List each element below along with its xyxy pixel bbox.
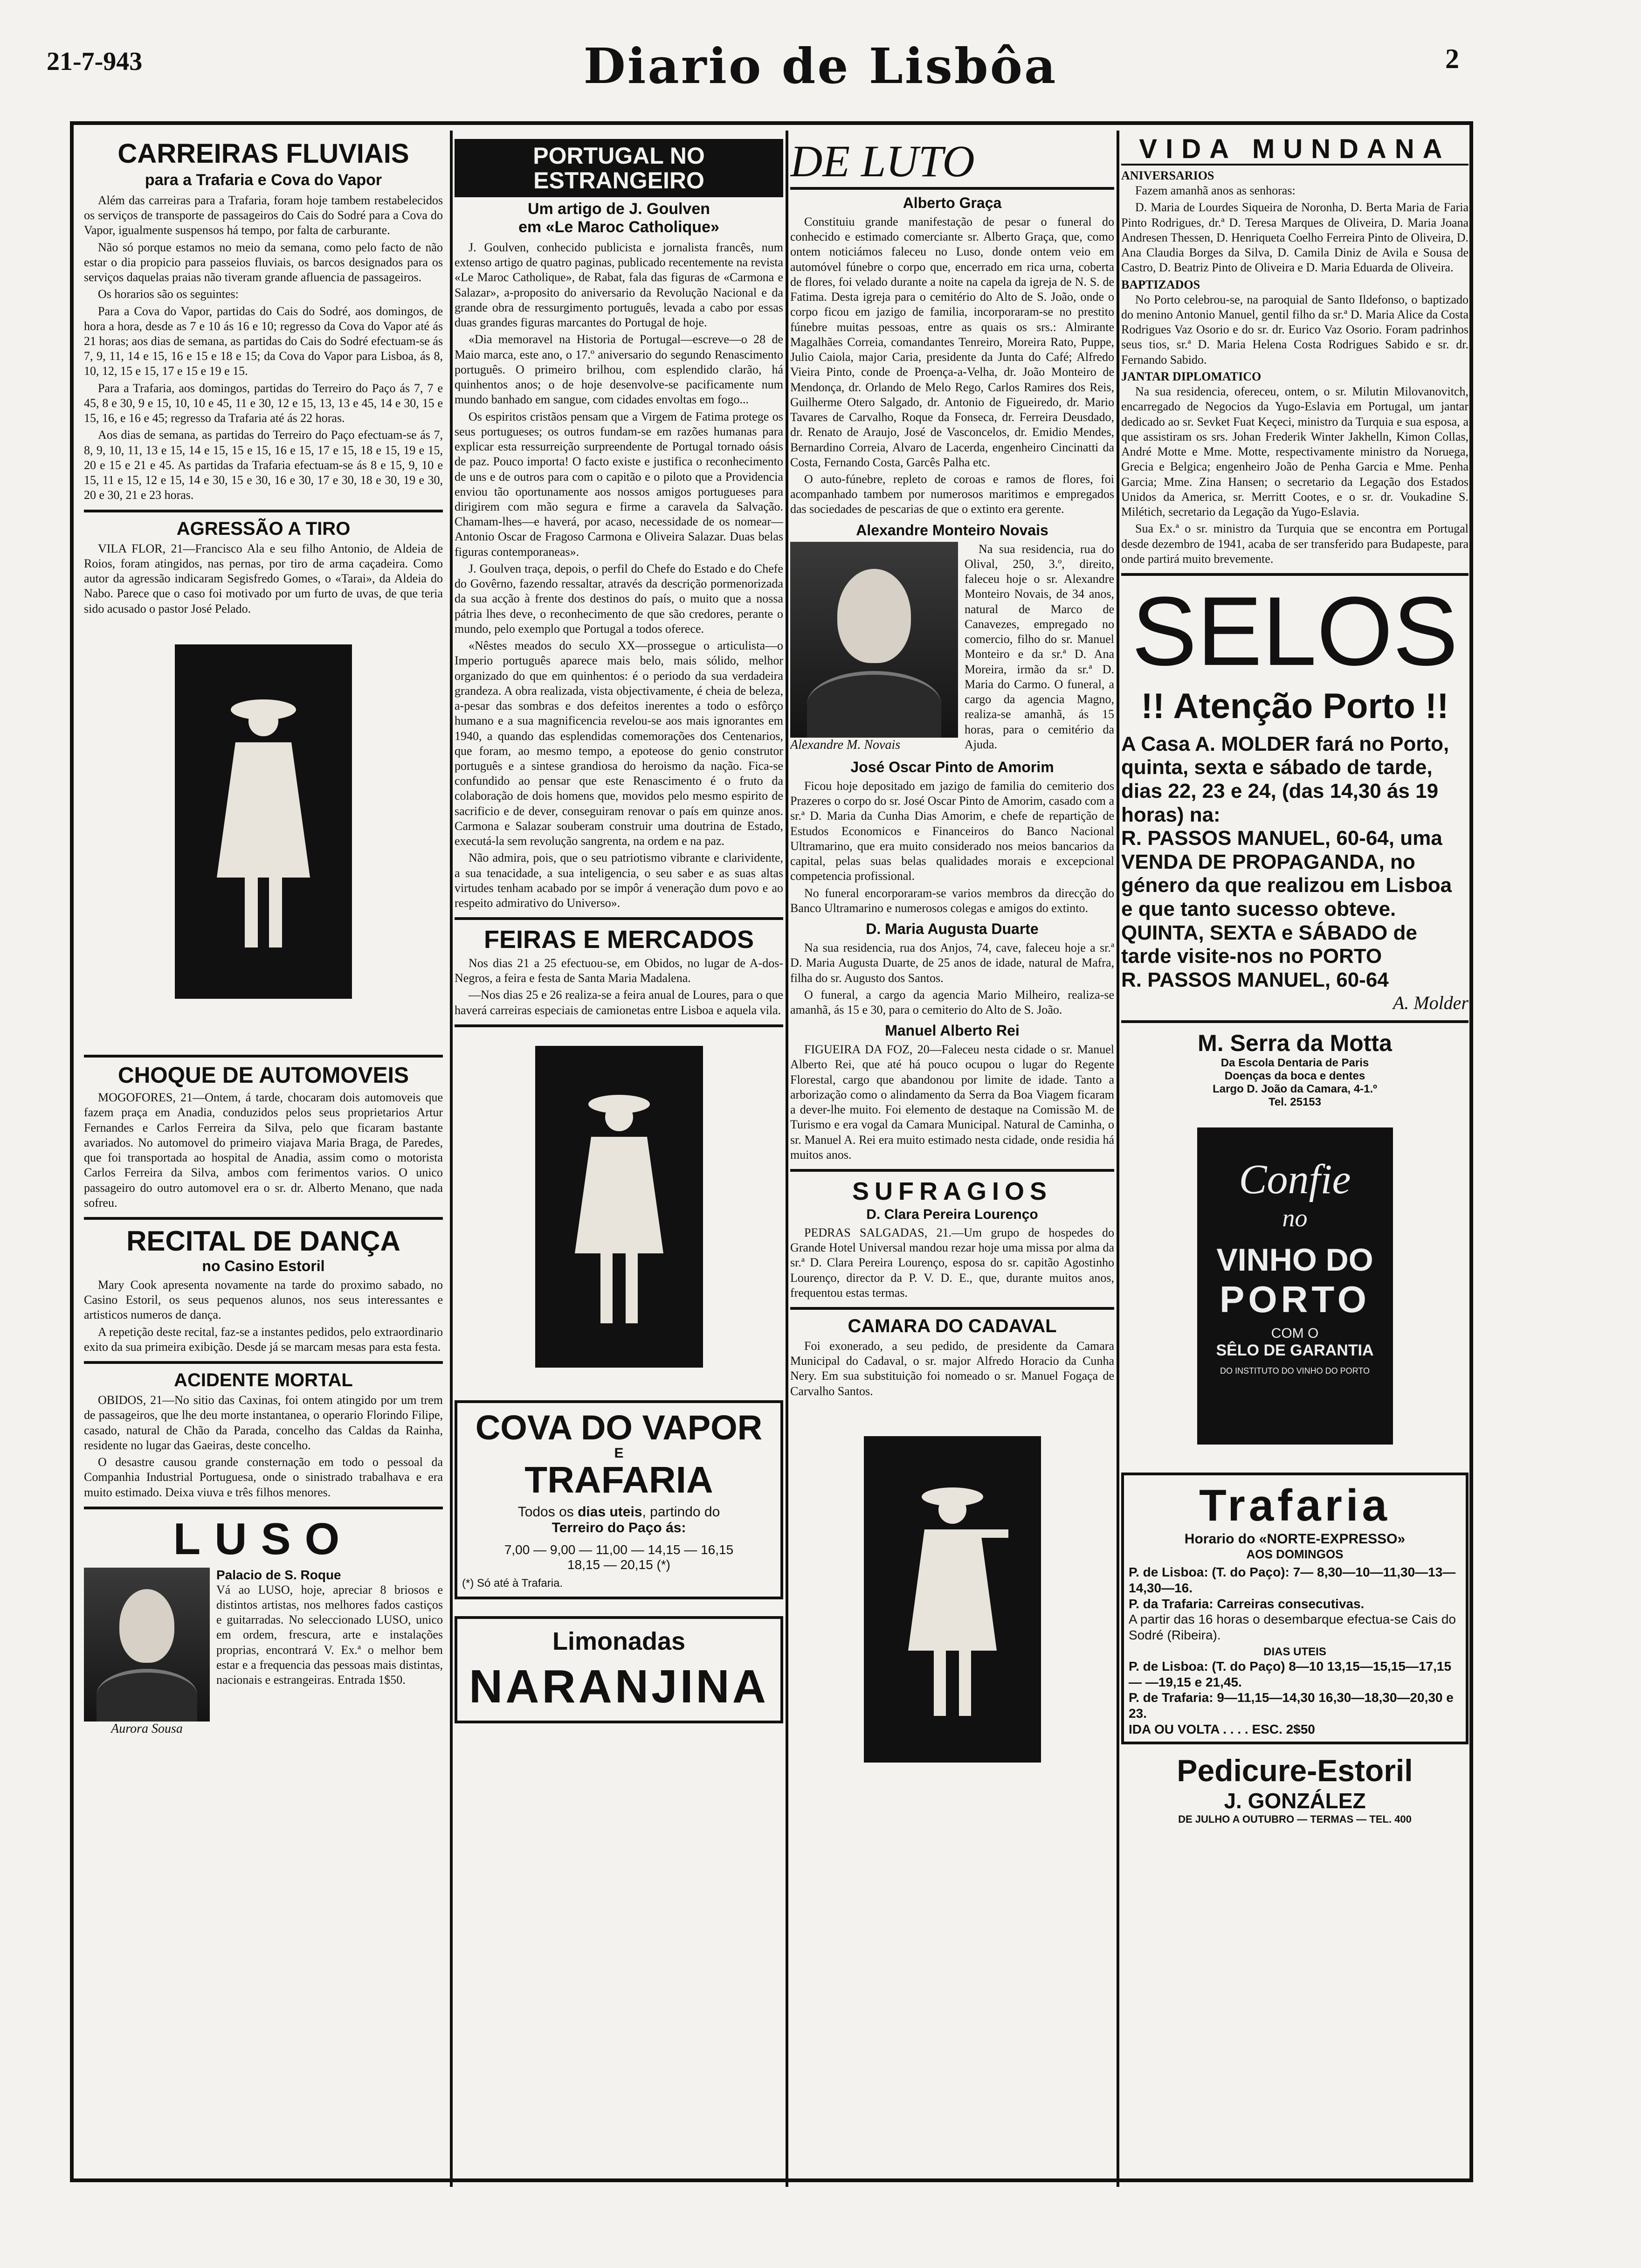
newspaper-title: Diario de Lisbôa	[583, 37, 1058, 95]
headline: CHOQUE DE AUTOMOVEIS	[117, 1063, 409, 1088]
divider	[790, 1169, 1114, 1172]
ad-line: VINHO DO	[1216, 1242, 1373, 1278]
ad-line: SÊLO DE GARANTIA	[1216, 1341, 1374, 1360]
ad-line: A Casa A. MOLDER fará no Porto, quinta, sexta e sábado de tarde, dias 22, 23 e 24, (das 14,30 ás 19 horas) na:	[1121, 732, 1449, 826]
divider	[455, 917, 783, 920]
column-rule	[786, 131, 788, 2187]
obituary-name: Alexandre Monteiro Novais	[856, 521, 1048, 539]
divider	[84, 1217, 443, 1220]
divider	[84, 1055, 443, 1058]
headline: AGRESSÃO A TIRO	[176, 518, 351, 539]
paragraph: OBIDOS, 21—No sitio das Caxinas, foi ontem atingido por um trem de passageiros, que lhe deu morte instantanea, o operario Florindo Filipe, casado, natural de Chão da Parada, concelho das Caldas da Rainha, residente no lugar das Gaeiras, deste concelho.	[84, 1393, 443, 1452]
photo-caption: Alexandre M. Novais	[790, 737, 901, 752]
headline: CARREIRAS FLUVIAIS	[117, 138, 409, 169]
subhead: D. Clara Pereira Lourenço	[866, 1206, 1038, 1222]
ad-line: IDA OU VOLTA . . . . ESC. 2$50	[1129, 1722, 1315, 1736]
ad-line: PORTO	[1219, 1279, 1370, 1321]
cloaked-figure-icon	[203, 677, 324, 966]
paragraph: «Dia memoravel na Historia de Portugal—escreve—o 28 de Maio marca, este ano, o 17.º aniversario do segundo Renascimento português. O primeiro brilhou, com esplendido clarão, há quinhentos anos; o de hoje desenvolve-se pacificamente num mundo banhado em sangue, com cidades envoltas em fogo...	[455, 332, 783, 407]
headline: VIDA MUNDANA	[1121, 135, 1469, 166]
ad-line: no	[1282, 1204, 1308, 1232]
paragraph: Constituiu grande manifestação de pesar o funeral do conhecido e estimado comerciante sr. Alberto Graça, que, como ontem noticiámos faleceu no Luso, donde ontem veio em automóvel fúnebre o corpo que, encerrado em rica urna, coberta de flores, foi velado durante a noite na capela da igreja de N. S. de Fatima. Desta igreja para o cemitério do Alto de S. João, onde o corpo ficou em jazigo de familia, incorporaram-se no prestito fúnebre muitas pessoas, entre as quais os srs.: Almirante Magalhães Correia, comandantes Tenreiro, Moreira Rato, Puppe, Julio Caiola, major Caria, presidente da Junta do Café; Alfredo Vieira Pinto, conde de Proença-a-Velha, dr. João Monteiro de Mendonça, dr. Orlando de Melo Rego, Carlos Ramires dos Reis, Guilherme Otero Salgado, dr. Antonio de Figueiredo, dr. Mario Tavares de Carvalho, Roque da Fonseca, dr. Ferreira Deusdado, dr. Renato de Araujo, José de Vasconcelos, dr. Emidio Mendes, Bernardino Correia, Alvaro de Lacerda, engenheiro Cincinatti da Costa, Fernando Costa, Garcês Palha etc.	[790, 215, 1114, 469]
ad-text: , partindo do	[642, 1504, 720, 1520]
column-rule	[1117, 131, 1119, 2187]
column-3	[790, 126, 1114, 2175]
paragraph: Nos dias 21 a 25 efectuou-se, em Obidos, no lugar de A-dos-Negros, a feira e festa de Santa Maria Madalena.	[455, 956, 783, 985]
article-feiras	[455, 927, 783, 1018]
headline: LUSO	[173, 1514, 354, 1564]
illustration-figure	[175, 644, 352, 999]
ad-selos	[1121, 576, 1469, 1014]
article-agressao	[84, 519, 443, 616]
column-rule	[450, 131, 453, 2187]
ad-text: Terreiro do Paço ás:	[552, 1520, 686, 1536]
ad-line: Confie	[1239, 1156, 1351, 1203]
ad-times: 7,00 — 9,00 — 11,00 — 14,15 — 16,15	[504, 1542, 734, 1557]
ad-line: Doenças da boca e dentes	[1224, 1070, 1365, 1083]
ad-serra-motta	[1121, 1030, 1469, 1109]
subhead: Palacio de S. Roque	[216, 1567, 341, 1582]
portrait-photo	[84, 1568, 210, 1722]
column-1	[84, 126, 443, 2175]
ad-line: Largo D. João da Camara, 4-1.º	[1213, 1083, 1377, 1096]
ad-line: COM O	[1271, 1326, 1319, 1341]
paragraph: Os espiritos cristãos pensam que a Virgem de Fatima protege os seus portugueses; os outros fundam-se em razões humanas para explicar esta ressurreição surpreendente de Portugal tornado oásis de paz. Pouco importa! O facto existe e justifica o reconhecimento de uns e de outros para com o capitão e o piloto que a Providencia enviou tão oportunamente aos nossos amigos portugueses para dirigirem com mão segura e firme a caravela da Salvação. Chamam-lhes—e haverá, por acaso, necessidade de os nomear—Antonio Oscar de Fragoso Carmona e Oliveira Salazar. Duas belas figuras contemporaneas».	[455, 409, 783, 559]
photo-caption: Aurora Sousa	[111, 1721, 183, 1736]
paragraph: No funeral encorporaram-se varios membros da direcção do Banco Ultramarino e numerosos colegas e amigos do extinto.	[790, 886, 1114, 915]
obituary-name: Manuel Alberto Rei	[885, 1022, 1020, 1039]
paragraph: PEDRAS SALGADAS, 21.—Um grupo de hospedes do Grande Hotel Universal mandou rezar hoje uma missa por alma da sr.ª D. Clara Pereira Lourenço, esposa do sr. capitão Agostinho Lourenço, director da P. V. D. E., que, durante muitos anos, frequentou estas termas.	[790, 1225, 1114, 1300]
ad-brand: NARANJINA	[469, 1660, 769, 1713]
section-title: DE LUTO	[790, 135, 1114, 190]
headline: FEIRAS E MERCADOS	[483, 926, 754, 954]
paragraph: J. Goulven traça, depois, o perfil do Chefe do Estado e do Chefe do Govêrno, fazendo ressaltar, através da descrição pormenorizada da sua acção à frente dos destinos do país, o muito que a nossa pátria lhes deve, o reconhecimento de que são credores, perante o mundo, pelo exemplo que Portugal a todos oferece.	[455, 561, 783, 636]
headline: SUFRAGIOS	[852, 1177, 1053, 1206]
ad-luso	[84, 1516, 443, 1736]
paragraph: Aos dias de semana, as partidas do Terreiro do Paço efectuam-se ás 7, 8, 9, 10, 11, 13 e 15, 14 e 15, 15 e 15, 16 e 15, 17 e 15, 18 e 15, 19 e 15, 20 e 15 e 21 e 45. As partidas da Trafaria efectuam-se ás 8 e 15, 9, 10 e 15, 11 e 15, 12 e 15, 14 e 30, 15 e 30, 16 e 30, 17 e 30, 18 e 30, 19 e 30, 20 e 30, 21 e 23 horas.	[84, 428, 443, 502]
ad-line: Tel. 25153	[1269, 1096, 1321, 1109]
ad-note: (*) Só até à Trafaria.	[462, 1577, 563, 1590]
article-acidente	[84, 1370, 443, 1500]
paragraph: Sua Ex.ª o sr. ministro da Turquia que se encontra em Portugal desde dezembro de 1941, acaba de ser transferido para Budapeste, para onde partirá muito brevemente.	[1121, 522, 1469, 566]
paragraph: Além das carreiras para a Trafaria, foram hoje tambem restabelecidos os serviços de transporte de passageiros do Cais do Sodré para a Cova do Vapor, igualmente suspensos há tempo, por falta de carburante.	[84, 193, 443, 237]
ad-title: COVA DO VAPOR	[475, 1408, 763, 1447]
ad-text: Vá ao LUSO, hoje, apreciar 8 briosos e distintos artistas, nos melhores fados castiços e guitarradas. No seleccionado LUSO, unico em ordem, frescura, arte e instalações proprias, encontrará V. Ex.ª o melhor bem estar e a frequencia das pessoas mais distintas, nacionais e estrangeiras. Entrada 1$50.	[216, 1583, 443, 1687]
section-subtitle: JANTAR DIPLOMATICO	[1121, 369, 1262, 383]
headline: CAMARA DO CADAVAL	[848, 1315, 1057, 1336]
divider	[455, 1024, 783, 1027]
paragraph: Não só porque estamos no meio da semana, como pelo facto de não estar o dia propicio para passeios fluviais, os barcos designados para os serviços daquelas praias não tiveram grande afluencia de passageiros.	[84, 240, 443, 284]
ad-subtitle: !! Atenção Porto !!	[1141, 686, 1449, 726]
ad-naranjina	[455, 1616, 783, 1723]
paragraph: O funeral, a cargo da agencia Mario Milheiro, realiza-se amanhã, ás 15 e 30, para o cemiterio do Alto de S. João.	[790, 988, 1114, 1017]
ad-line: R. PASSOS MANUEL, 60-64, uma VENDA DE PROPAGANDA, no género da que realizou em Lisboa e que tanto sucesso obteve.	[1121, 827, 1452, 920]
ad-signature: A. Molder	[1393, 992, 1469, 1014]
ad-line: Da Escola Dentaria de Paris	[1220, 1057, 1369, 1070]
paragraph: MOGOFORES, 21—Ontem, á tarde, chocaram dois automoveis que fazem praça em Anadia, conduzidos pelos seus proprietarios Artur Fernandes e Carlos Ferreira da Silva, pelo que ficaram bastante avariados. No automovel do primeiro viajava Maria Braga, de Paredes, que foi transportada ao hospital de Anadia, assim como o motorista Carlos Ferreira da Silva, ambos com ferimentos varios. O unico passageiro do outro automovel era o sr. dr. Alberto Menano, que nada sofreu.	[84, 1091, 443, 1210]
ad-line: P. de Trafaria: 9—11,15—14,30 16,30—18,30—20,30 e 23.	[1129, 1690, 1454, 1721]
obituary-name: D. Maria Augusta Duarte	[866, 920, 1039, 938]
divider	[84, 1361, 443, 1364]
ad-title: SELOS	[1131, 576, 1458, 686]
divider	[790, 1307, 1114, 1310]
portrait-photo	[790, 542, 958, 738]
obituary-name: José Oscar Pinto de Amorim	[850, 758, 1054, 775]
divider	[84, 1507, 443, 1509]
paragraph: Ficou hoje depositado em jazigo de familia do cemiterio dos Prazeres o corpo do sr. José Oscar Pinto de Amorim, casado com a sr.ª D. Maria da Cunha Dias Amorim, e chefe de repartição de Estudos Economicos e Financeiros do Banco Nacional Ultramarino, que era muito considerado nos meios bancarios da capital, pelas suas belas qualidades morais e excepcional competencia profissional.	[790, 779, 1114, 883]
musketeer-figure-icon	[563, 1076, 675, 1337]
ad-line: DE JULHO A OUTUBRO — TERMAS — TEL. 400	[1178, 1813, 1412, 1825]
issue-date: 21-7-943	[47, 47, 143, 76]
divider	[1121, 1020, 1469, 1023]
column-4	[1121, 126, 1469, 2175]
ad-subtitle: AOS DOMINGOS	[1246, 1547, 1344, 1562]
paragraph: VILA FLOR, 21—Francisco Ala e seu filho Antonio, de Aldeia de Roios, foram atingidos, nas pernas, por tiro de arma caçadeira. Como autor da agressão indicaram Segisfredo Gomes, o «Tarai», da Aldeia do Nabo. Parece que o caso foi motivado por um furto de uvas, de que teria sido acusado o pastor José Pelado.	[84, 541, 443, 615]
ad-subtitle: DIAS UTEIS	[1263, 1646, 1326, 1659]
page-number: 2	[1445, 43, 1459, 74]
ad-trafaria	[1121, 1473, 1469, 1744]
headline: PORTUGAL NO ESTRANGEIRO	[455, 139, 783, 197]
ad-title: Limonadas	[552, 1627, 686, 1656]
subhead: em «Le Maroc Catholique»	[518, 218, 719, 236]
article-recital	[84, 1226, 443, 1355]
ad-line: P. da Trafaria: Carreiras consecutivas.	[1129, 1596, 1365, 1611]
obituary-name: Alberto Graça	[903, 194, 1002, 211]
ad-subtitle: Horario do «NORTE-EXPRESSO»	[1184, 1531, 1406, 1547]
paragraph: O auto-fúnebre, repleto de coroas e ramos de flores, foi acompanhado tambem por numerosos maritimos e empregados das sociedades de pescarias de que o extinto era gerente.	[790, 472, 1114, 516]
paragraph: Não admira, pois, que o seu patriotismo vibrante e clarividente, a sua tenacidade, a sua inteligencia, o seu saber e as suas altas virtudes tenham acabado por se impôr á veneração dum povo e ao respeito admirativo do Universo».	[455, 851, 783, 910]
article-portugal	[455, 139, 783, 911]
ad-times: 18,15 — 20,15 (*)	[567, 1557, 671, 1572]
paragraph: D. Maria de Lourdes Siqueira de Noronha, D. Berta Maria de Faria Pinto Rodrigues, dr.ª D. Teresa Marques de Oliveira, D. Maria Joana Andresen Thessen, D. Henriqueta Coelho Ferreira Pinto de Oliveira, D. Ana Claudia Borges da Silva, D. Camila Diniz de Avila e Sousa de Castro, D. Beatriz Pinto de Oliveira e D. Maria Eduarda de Oliveira.	[1121, 201, 1469, 275]
paragraph: Na sua residencia, ofereceu, ontem, o sr. Milutin Milovanovitch, encarregado de Negocios da Yugo-Eslavia em Portugal, um jantar dedicado ao sr. Sevket Fuat Keçeci, ministro da Turquia e sua esposa, a que assistiram os srs. Johan Frederik Winter Jakhelln, Kimon Collas, André Motte e Mme. Motte, respectivamente ministro da Noruega, Grecia e Belgica; engenheiro João de Penha Garcia e Mme. Penha Garcia; Mme. Zina Hansen; o secretario da Legação dos Estados Unidos da America, sr. Merritt Cootes, e o sr. dr. Voukadine S. Milétich, secretario da Legação da Yugo-Eslavia.	[1121, 385, 1469, 519]
illustration-figure	[535, 1046, 703, 1368]
section-subtitle: ANIVERSARIOS	[1121, 168, 1214, 182]
subhead: para a Trafaria e Cova do Vapor	[145, 171, 382, 189]
ad-line: A partir das 16 horas o desembarque efectua-se Cais do Sodré (Ribeira).	[1129, 1612, 1456, 1642]
ad-title: Trafaria	[1199, 1480, 1391, 1531]
column-2	[455, 126, 783, 2175]
ad-line: P. de Lisboa: (T. do Paço) 8—10 13,15—15,15—17,15— —19,15 e 21,45.	[1129, 1659, 1452, 1689]
paragraph: J. Goulven, conhecido publicista e jornalista francês, num extenso artigo de quatro paginas, publicado recentemente na revista «Le Maroc Catholique», de Rabat, fala das figuras de «Carmona e Salazar», a-proposito do aniversario da Revolução Nacional e da grande obra de ressurgimento português, levada a cabo por essas duas grandes figuras marcantes do Portugal de hoje.	[455, 241, 783, 330]
headline: ACIDENTE MORTAL	[174, 1370, 353, 1391]
ad-conj: E	[614, 1445, 624, 1461]
section-subtitle: BAPTIZADOS	[1121, 277, 1200, 291]
paragraph: No Porto celebrou-se, na paroquial de Santo Ildefonso, o baptizado do menino Antonio Manuel, gentil filho da sr.ª D. Maria Alice da Costa Rodrigues Vaz Osorio e do sr. dr. Eurico Vaz Osorio. Foram padrinhos seus tios, sr.ª D. Maria Helena Costa Rodrigues Sabido e sr. dr. Fernando Sabido.	[1121, 292, 1469, 366]
paragraph: Para a Cova do Vapor, partidas do Cais do Sodré, aos domingos, de hora a hora, desde as 7 e 10 ás 16 e 10; regresso da Cova do Vapor até ás 21 horas; aos dias de semana, as partidas do Cais do Sodré efectuam-se ás 7, 9, 11, 14 e 15, 16 e 15 e 18 e 15; da Cova do Vapor para Lisboa, ás 8, 10, 12, 15 e 15, 17 e 15 e 19 e 15.	[84, 304, 443, 378]
paragraph: Na sua residencia, rua dos Anjos, 74, cave, faleceu hoje a sr.ª D. Maria Augusta Duarte, de 25 anos de idade, natural de Mafra, filha do sr. Augusto dos Santos.	[790, 941, 1114, 985]
subhead: no Casino Estoril	[202, 1258, 325, 1275]
paragraph: O desastre causou grande consternação em todo o pessoal da Companhia Industrial Portuguesa, onde o sinistrado trabalhava e era muito estimado. Deixa viuva e três filhos menores.	[84, 1455, 443, 1499]
paragraph: Fazem amanhã anos as senhoras:	[1135, 184, 1296, 198]
ad-title: M. Serra da Motta	[1198, 1030, 1392, 1057]
paragraph: «Nêstes meados do seculo XX—prossegue o articulista—o Imperio português aparece mais belo, mais sólido, melhor organizado do que em quinhentos: é o periodo da sua verdadeira grandeza. A obra realizada, vista objectivamente, é cheia de beleza, a-pesar das sombras e dos defeitos inerentes a todo o esfôrço humano e a sua magnificencia revelou-se aos mais ignorantes em 1940, a quando das esplendidas comemorações dos Centenarios, que foram, ao mesmo tempo, a epoteose do genio construtor português e a sintese grandiosa do heroismo da nação. Fica-se confundido ao pensar que este Renascimento é o fruto da colaboração de dois homens que, movidos pelo mesmo espirito de sacrificio e de dever, conseguiram renovar o país em quinze anos. Carmona e Salazar souberam construir uma doutrina de Estado, executá-la sem revolução sangrenta, na ordem e na paz.	[455, 639, 783, 848]
divider	[1121, 573, 1469, 576]
paragraph: A repetição deste recital, faz-se a instantes pedidos, pelo extraordinario exito da sua primeira exibição. Desde já se marcam mesas para esta festa.	[84, 1325, 443, 1354]
headline: RECITAL DE DANÇA	[126, 1225, 400, 1257]
ad-title: Pedicure-Estoril	[1177, 1753, 1413, 1788]
paragraph: Para a Trafaria, aos domingos, partidas do Terreiro do Paço ás 7, 7 e 45, 8 e 30, 9 e 15, 10, 10 e 45, 11 e 30, 12 e 15, 13, 13 e 45, 14 e 30, 15 e 15, 16, e 16 e 45; regresso da Trafaria até ás 22 horas.	[84, 381, 443, 425]
ad-line: DO INSTITUTO DO VINHO DO PORTO	[1220, 1366, 1370, 1376]
ad-pedicure	[1121, 1753, 1469, 1825]
ad-text: Todos os	[517, 1504, 578, 1520]
cavalier-figure-icon	[892, 1469, 1013, 1730]
ad-subtitle: J. GONZÁLEZ	[1224, 1789, 1366, 1813]
ad-line: P. de Lisboa: (T. do Paço): 7— 8,30—10—11,30—13—14,30—16.	[1129, 1565, 1456, 1595]
illustration-figure	[864, 1436, 1041, 1763]
ad-title: TRAFARIA	[524, 1459, 713, 1501]
divider	[84, 510, 443, 512]
article-carreiras	[84, 140, 443, 503]
ad-vinho-do-porto	[1197, 1127, 1393, 1445]
paragraph: Foi exonerado, a seu pedido, de presidente da Camara Municipal do Cadaval, o sr. major Alfredo Horacio da Cunha Nery. Em sua substituição foi nomeado o sr. Manuel Fogaça de Carvalho Santos.	[790, 1339, 1114, 1398]
paragraph: Os horarios são os seguintes:	[98, 287, 239, 301]
ad-text: dias uteis	[578, 1504, 642, 1520]
paragraph: FIGUEIRA DA FOZ, 20—Faleceu nesta cidade o sr. Manuel Alberto Rei, que até há pouco ocupou o lugar do Regente Florestal, cargo que abandonou por limite de idade. Tanto a arborização como o alindamento da Serra da Boa Viagem ficaram a dever-lhe muito. Foi elemento de destaque na Comissão M. de Turismo e era vogal da Camara Municipal. Natural de Caminha, o sr. Manuel A. Rei era muito estimado nesta cidade, onde residia há muitos anos.	[790, 1043, 1114, 1162]
ad-line: QUINTA, SEXTA e SÁBADO de tarde visite-nos no PORTO	[1121, 921, 1417, 968]
paragraph: Na sua residencia, rua do Olival, 250, 3.º, direito, faleceu hoje o sr. Alexandre Monteiro Novais, de 34 anos, natural de Marco de Canavezes, empregado no comercio, filho do sr. Manuel Monteiro e da sr.ª D. Ana Moreira, irmão da sr.ª D. Maria do Carmo. O funeral, a cargo da agencia Magno, realiza-se amanhã, ás 15 horas, para o cemitério da Ajuda.	[965, 542, 1114, 751]
subhead: Um artigo de J. Goulven	[527, 200, 710, 218]
paragraph: —Nos dias 25 e 26 realiza-se a feira anual de Loures, para o que haverá carreiras especiais de camionetas entre Lisboa e aquela vila.	[455, 988, 783, 1017]
ad-line: R. PASSOS MANUEL, 60-64	[1121, 968, 1389, 991]
article-choque	[84, 1064, 443, 1210]
paragraph: Mary Cook apresenta novamente na tarde do proximo sabado, no Casino Estoril, os seus pequenos alunos, nos seus interessantes e artisticos numeros de dança.	[84, 1278, 443, 1322]
ad-cova-do-vapor	[455, 1400, 783, 1599]
